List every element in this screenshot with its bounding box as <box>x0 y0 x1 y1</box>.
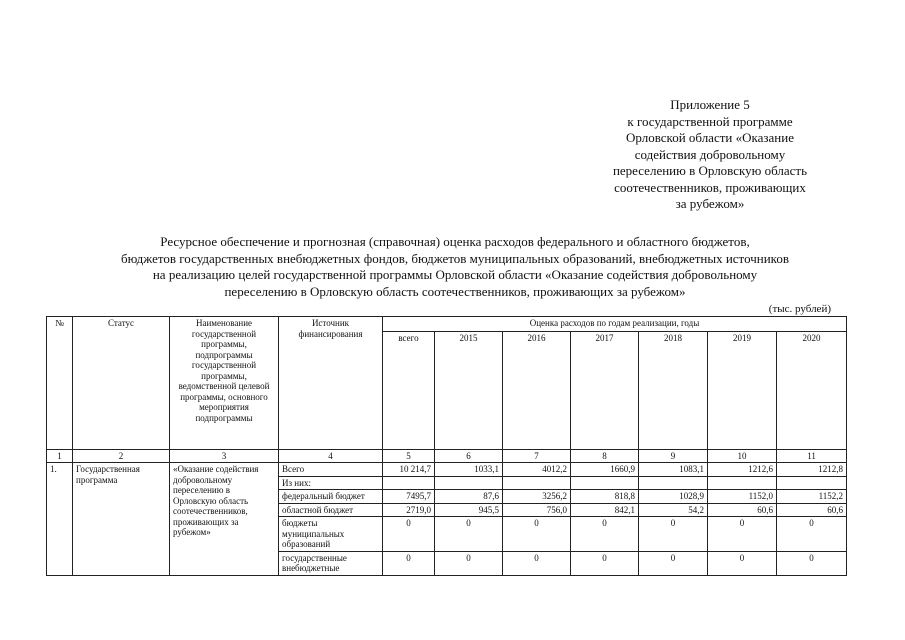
index-cell: 3 <box>170 450 279 463</box>
header-year: 2020 <box>777 332 847 450</box>
source-cell: государственные внебюджетные <box>279 551 383 575</box>
value-cell: 1152,2 <box>777 490 847 504</box>
value-cell: 10 214,7 <box>383 463 435 477</box>
source-cell: Из них: <box>279 476 383 490</box>
appendix-line: переселению в Орловскую область <box>612 163 808 178</box>
document-title <box>30 234 880 300</box>
index-cell: 5 <box>383 450 435 463</box>
value-cell: 3256,2 <box>503 490 571 504</box>
value-cell: 54,2 <box>639 503 708 517</box>
value-cell: 0 <box>383 517 435 552</box>
value-cell: 0 <box>777 517 847 552</box>
header-year: 2017 <box>571 332 639 450</box>
appendix-line: Приложение 5 <box>670 97 750 112</box>
value-cell: 60,6 <box>777 503 847 517</box>
table-row <box>47 463 847 477</box>
value-cell <box>777 476 847 490</box>
appendix-line: к государственной программе <box>627 113 793 129</box>
value-cell: 0 <box>571 517 639 552</box>
value-cell: 842,1 <box>571 503 639 517</box>
header-source: Источник финансирования <box>279 317 383 450</box>
value-cell: 1033,1 <box>435 463 503 477</box>
header-status: Статус <box>73 317 170 450</box>
title-line: бюджетов государственных внебюджетных фондов, бюджетов муниципальных образований, внебюджетных источников <box>121 250 789 266</box>
index-cell: 1 <box>47 450 73 463</box>
appendix-caption <box>560 97 860 213</box>
index-cell: 9 <box>639 450 708 463</box>
title-line: на реализацию целей государственной программы Орловской области «Оказание содействия добровольному <box>152 267 758 282</box>
value-cell: 756,0 <box>503 503 571 517</box>
value-cell <box>571 476 639 490</box>
index-cell: 7 <box>503 450 571 463</box>
appendix-line: Орловской области «Оказание <box>626 130 794 145</box>
program-name: «Оказание содействия добровольному переселению в Орловскую область соотечественников, проживающих за рубежом» <box>170 463 279 576</box>
value-cell: 0 <box>571 551 639 575</box>
value-cell <box>435 476 503 490</box>
value-cell: 0 <box>435 551 503 575</box>
index-cell: 10 <box>708 450 777 463</box>
header-year: 2015 <box>435 332 503 450</box>
value-cell: 0 <box>503 551 571 575</box>
value-cell: 0 <box>708 517 777 552</box>
value-cell <box>503 476 571 490</box>
source-cell: бюджеты муниципальных образований <box>279 517 383 552</box>
header-num: № <box>47 317 73 450</box>
value-cell <box>708 476 777 490</box>
appendix-line: содействия добровольному <box>634 146 786 162</box>
value-cell: 0 <box>435 517 503 552</box>
value-cell: 0 <box>708 551 777 575</box>
index-cell: 6 <box>435 450 503 463</box>
resource-table <box>46 316 847 576</box>
value-cell: 1028,9 <box>639 490 708 504</box>
value-cell: 2719,0 <box>383 503 435 517</box>
header-year: 2018 <box>639 332 708 450</box>
title-line: переселению в Орловскую область соотечественников, проживающих за рубежом» <box>224 283 686 299</box>
value-cell: 1660,9 <box>571 463 639 477</box>
source-cell: Всего <box>279 463 383 477</box>
value-cell: 60,6 <box>708 503 777 517</box>
title-line: Ресурсное обеспечение и прогнозная (справочная) оценка расходов федерального и областного бюджетов, <box>160 234 750 249</box>
value-cell: 945,5 <box>435 503 503 517</box>
index-cell: 2 <box>73 450 170 463</box>
value-cell: 0 <box>383 551 435 575</box>
index-cell: 8 <box>571 450 639 463</box>
value-cell: 4012,2 <box>503 463 571 477</box>
value-cell: 1212,8 <box>777 463 847 477</box>
source-cell: федеральный бюджет <box>279 490 383 504</box>
appendix-line: соотечественников, проживающих <box>614 179 806 195</box>
header-row <box>47 317 847 332</box>
index-row <box>47 450 847 463</box>
value-cell: 0 <box>503 517 571 552</box>
header-year-total: всего <box>383 332 435 450</box>
value-cell: 1152,0 <box>708 490 777 504</box>
source-cell: областной бюджет <box>279 503 383 517</box>
value-cell: 0 <box>639 551 708 575</box>
appendix-line: за рубежом» <box>675 196 745 211</box>
value-cell: 818,8 <box>571 490 639 504</box>
value-cell: 1083,1 <box>639 463 708 477</box>
value-cell: 1212,6 <box>708 463 777 477</box>
header-name: Наименование государственной программы, подпрограммы государственной программы, ведомственной целевой программы, основного мероприятия подпрограммы <box>170 317 279 450</box>
program-num: 1. <box>47 463 73 576</box>
value-cell <box>639 476 708 490</box>
header-estimate: Оценка расходов по годам реализации, годы <box>383 317 847 332</box>
value-cell: 0 <box>639 517 708 552</box>
index-cell: 4 <box>279 450 383 463</box>
header-year: 2019 <box>708 332 777 450</box>
value-cell <box>383 476 435 490</box>
program-status: Государственная программа <box>73 463 170 576</box>
index-cell: 11 <box>777 450 847 463</box>
value-cell: 87,6 <box>435 490 503 504</box>
value-cell: 7495,7 <box>383 490 435 504</box>
value-cell: 0 <box>777 551 847 575</box>
units-label: (тыс. рублей) <box>768 303 831 315</box>
header-year: 2016 <box>503 332 571 450</box>
